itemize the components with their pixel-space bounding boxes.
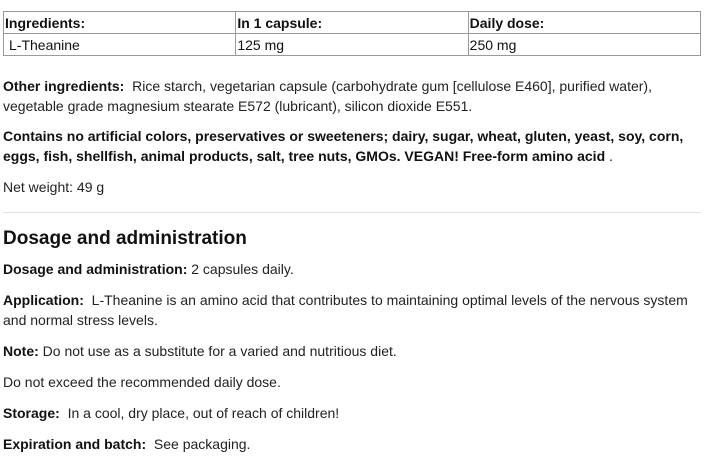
other-ingredients-text: Rice starch, vegetarian capsule (carbohydrate gum [cellulose E460], purified water), vegetable grade magnesium stearate E572 (lubricant), silicon dioxide E551.: [3, 78, 652, 114]
other-ingredients-label: Other ingredients:: [3, 78, 125, 94]
allergen-suffix: .: [605, 148, 613, 164]
dosage: [3, 259, 701, 279]
expiration-text: See packaging.: [153, 436, 251, 452]
table-header-ingredients: Ingredients:: [4, 12, 236, 34]
ingredients-table: [3, 11, 701, 56]
expiration-label: Expiration and batch:: [3, 436, 147, 452]
note: [3, 341, 701, 361]
table-cell-daily-dose: 250 mg: [468, 34, 700, 56]
table-cell-per-capsule: 125 mg: [236, 34, 468, 56]
note-label: Note:: [3, 343, 39, 359]
table-row: [4, 34, 701, 56]
table-header-row: [4, 12, 701, 34]
net-weight: Net weight: 49 g: [3, 179, 105, 195]
dosage-text: 2 capsules daily.: [191, 261, 294, 277]
section-divider: [3, 212, 701, 213]
dose-warning: Do not exceed the recommended daily dose.: [3, 374, 281, 390]
dosage-label: Dosage and administration:: [3, 261, 188, 277]
storage-text: In a cool, dry place, out of reach of children!: [67, 405, 340, 421]
note-text: Do not use as a substitute for a varied and nutritious diet.: [42, 343, 397, 359]
other-ingredients: [3, 76, 701, 116]
product-info: [3, 11, 701, 454]
storage-label: Storage:: [3, 405, 60, 421]
section-title: Dosage and administration: [3, 228, 247, 249]
application-label: Application:: [3, 292, 84, 308]
table-header-daily-dose: Daily dose:: [468, 12, 700, 34]
storage: [3, 403, 701, 423]
table-header-per-capsule: In 1 capsule:: [236, 12, 468, 34]
allergen-text: Contains no artificial colors, preservatives or sweeteners; dairy, sugar, wheat, gluten, yeast, soy, corn, eggs, fish, shellfish, animal products, salt, tree nuts, GMOs. VEGAN! Free-form amino acid: [3, 128, 684, 164]
application-text: L-Theanine is an amino acid that contributes to maintaining optimal levels of the nervous system and normal stress levels.: [3, 292, 688, 328]
allergen-statement: [3, 126, 701, 166]
table-cell-ingredient: L-Theanine: [4, 34, 236, 56]
expiration: [3, 434, 701, 454]
application: [3, 290, 701, 330]
